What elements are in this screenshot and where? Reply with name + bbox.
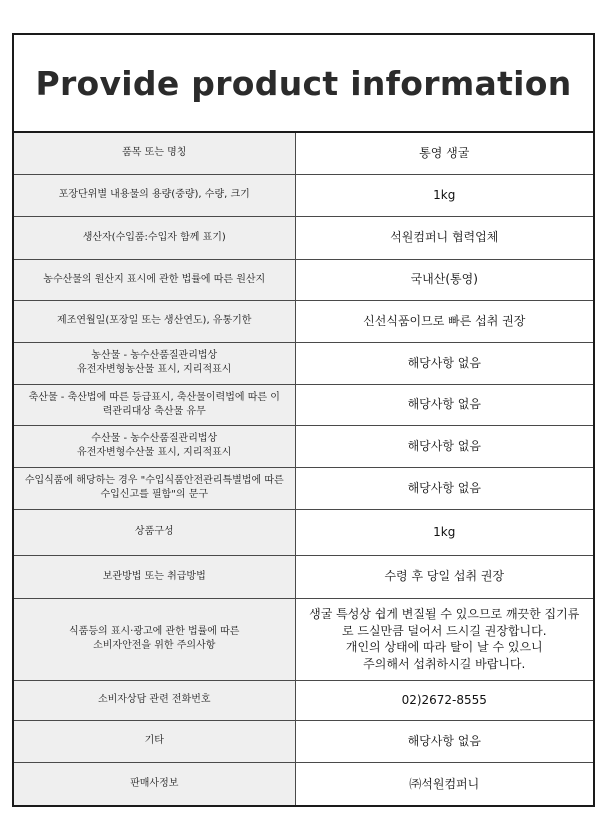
row-value-capacity	[295, 174, 593, 216]
row-label-item-name	[14, 133, 295, 174]
label-line: 생산자(수입품:수입자 함께 표기)	[82, 231, 226, 243]
row-label-safety-notice	[14, 598, 295, 680]
table-row	[14, 259, 593, 300]
label-line: 상품구성	[134, 526, 174, 537]
table-row	[14, 133, 593, 174]
row-label-manufacture-date	[14, 300, 295, 342]
value-line: 02)2672-8555	[401, 692, 487, 707]
table-row	[14, 555, 593, 598]
label-line: 유전자변형수산물 표시, 지리적표시	[77, 447, 232, 458]
row-label-imported-food	[14, 467, 295, 509]
table-row	[14, 680, 593, 720]
row-label-composition	[14, 509, 295, 555]
label-line: 포장단위별 내용물의 용량(중량), 수량, 크기	[58, 189, 250, 200]
row-value-seller	[295, 762, 593, 805]
row-value-agricultural	[295, 342, 593, 384]
value-line: 개인의 상태에 따라 탈이 날 수 있으니	[345, 640, 543, 654]
row-value-item-name	[295, 133, 593, 174]
row-label-seller	[14, 762, 295, 805]
value-line: 생굴 특성상 쉽게 변질될 수 있으므로 깨끗한 집기류	[309, 607, 580, 621]
value-line: 해당사항 없음	[407, 733, 481, 748]
table-row	[14, 425, 593, 467]
row-value-imported-food	[295, 467, 593, 509]
row-value-livestock	[295, 384, 593, 425]
table-row	[14, 216, 593, 259]
row-label-producer	[14, 216, 295, 259]
table-row	[14, 762, 593, 805]
row-label-storage	[14, 555, 295, 598]
label-line: 력관리대상 축산물 유무	[102, 405, 206, 417]
value-line: 해당사항 없음	[407, 438, 481, 453]
label-line: 제조연월일(포장일 또는 생산연도), 유통기한	[57, 315, 252, 326]
label-line: 식품등의 표시·광고에 관한 법률에 따른	[69, 626, 240, 637]
value-line: ㈜석원컴퍼니	[409, 776, 480, 791]
table-row	[14, 720, 593, 762]
row-label-other	[14, 720, 295, 762]
value-line: 수령 후 당일 섭취 권장	[384, 569, 505, 584]
value-line: 국내산(통영)	[410, 272, 478, 287]
row-label-marine	[14, 425, 295, 467]
label-line: 소비자상담 관련 전화번호	[97, 694, 211, 705]
label-line: 보관방법 또는 취급방법	[102, 570, 206, 582]
label-line: 유전자변형농산물 표시, 지리적표시	[77, 364, 232, 375]
label-line: 농수산물의 원산지 표시에 관한 법률에 따른 원산지	[43, 273, 266, 285]
value-line: 신선식품이므로 빠른 섭취 권장	[363, 313, 526, 328]
row-label-phone	[14, 680, 295, 720]
value-line: 1kg	[433, 524, 456, 539]
value-line: 로 드실만큼 덜어서 드시길 권장합니다.	[341, 623, 547, 638]
row-label-agricultural	[14, 342, 295, 384]
row-label-origin	[14, 259, 295, 300]
table-row	[14, 598, 593, 680]
table-row	[14, 300, 593, 342]
label-line: 축산물 - 축산법에 따른 등급표시, 축산물이력법에 따른 이	[28, 391, 280, 403]
row-value-composition	[295, 509, 593, 555]
title-banner	[14, 35, 593, 133]
table-row	[14, 467, 593, 509]
label-line: 소비자안전을 위한 주의사항	[93, 640, 216, 651]
row-value-manufacture-date	[295, 300, 593, 342]
product-info-table	[14, 133, 593, 805]
value-line: 석원컴퍼니 협력업체	[390, 230, 499, 245]
page-title: Provide product information	[35, 63, 572, 103]
label-line: 기타	[144, 735, 164, 746]
row-value-storage	[295, 555, 593, 598]
row-value-marine	[295, 425, 593, 467]
value-line: 1kg	[433, 187, 456, 202]
table-row	[14, 174, 593, 216]
label-line: 농산물 - 농수산품질관리법상	[91, 350, 218, 361]
row-value-safety-notice	[295, 598, 593, 680]
label-line: 판매사정보	[130, 777, 179, 789]
row-value-producer	[295, 216, 593, 259]
row-value-other	[295, 720, 593, 762]
row-value-origin	[295, 259, 593, 300]
product-info-sheet	[12, 33, 595, 807]
value-line: 해당사항 없음	[407, 480, 481, 495]
table-row	[14, 384, 593, 425]
label-line: 품목 또는 명칭	[122, 147, 187, 159]
table-row	[14, 509, 593, 555]
row-label-capacity	[14, 174, 295, 216]
value-line: 주의해서 섭취하시길 바랍니다.	[363, 656, 526, 671]
row-value-phone	[295, 680, 593, 720]
value-line: 해당사항 없음	[407, 355, 481, 370]
label-line: 수입식품에 해당하는 경우 "수입식품안전관리특별법에 따른	[24, 475, 284, 486]
label-line: 수입신고를 필함"의 문구	[100, 489, 209, 500]
label-line: 수산물 - 농수산품질관리법상	[91, 433, 218, 444]
value-line: 통영 생굴	[419, 146, 470, 160]
row-label-livestock	[14, 384, 295, 425]
table-row	[14, 342, 593, 384]
value-line: 해당사항 없음	[407, 397, 481, 412]
